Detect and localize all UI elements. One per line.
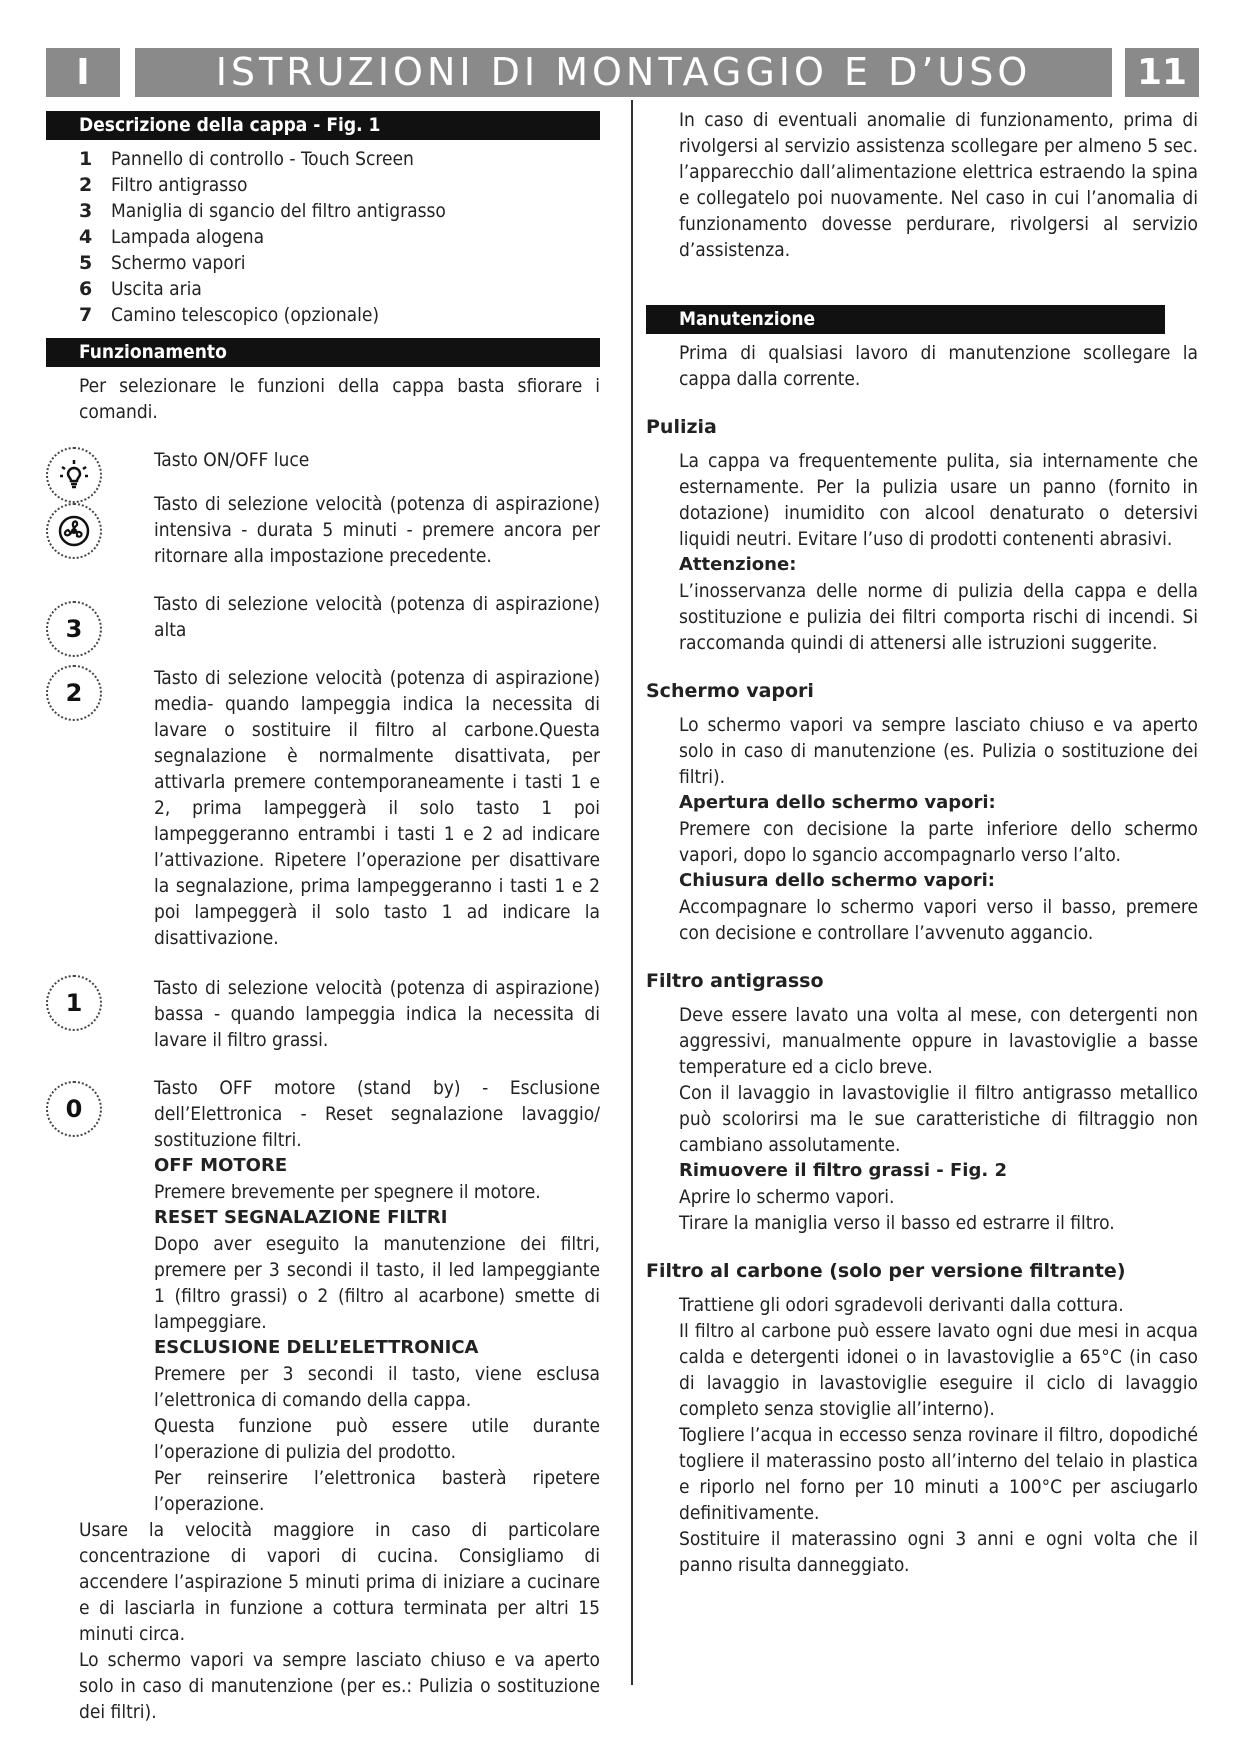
key-speed-3: 3 Tasto di selezione velocità (potenza di aspirazione) alta — [46, 591, 600, 643]
open-text: Premere con decisione la parte inferiore dello schermo vapori, dopo lo sgancio accompagnarlo verso l’alto. — [679, 818, 1198, 866]
right-column — [646, 107, 1198, 1578]
carbon-text-3: Togliere l’acqua in eccesso senza rovinare il filtro, dopodiché togliere il materassino posto all’interno del telaio in plastica e riporlo nel forno per 10 minuti a 100°C per asciugarlo definitivamente. — [679, 1424, 1198, 1524]
key-speed-2: 2 Tasto di selezione velocità (potenza di aspirazione) media- quando lampeggia indica la necessita di lavare o sostituire il filtro al carbone.Questa segnalazione è normalmente disattivata, per attivarla premere contemporaneamente i tasti 1 e 2, prima lampeggerà il solo tasto 1 poi lampeggeranno entrambi i tasti 1 e 2 ad indicare l’attivazione. Ripetere l’operazione per disattivare la segnalazione, prima lampeggeranno i tasti 1 e 2 poi lampeggerà il solo tasto 1 ad indicare la disattivazione. — [46, 665, 600, 951]
list-item: 3 Maniglia di sgancio del filtro antigrasso — [79, 200, 446, 222]
list-item: 4 Lampada alogena — [79, 226, 265, 248]
usage-paragraph-2: Lo schermo vapori va sempre lasciato chiuso e va aperto solo in caso di manutenzione (per es.: Pulizia o sostituzione dei filtri). — [79, 1649, 600, 1723]
key-intensive: Tasto di selezione velocità (potenza di aspirazione) intensiva - durata 5 minuti - premere ancora per ritornare alla impostazione precedente. — [46, 491, 600, 569]
cleaning-text: La cappa va frequentemente pulita, sia internamente che esternamente. Per la pulizia usare un panno (fornito in dotazione) inumidito con alcool denaturato o detersivi liquidi neutri. Evitare l’uso di prodotti contenenti abrasivi. — [679, 450, 1198, 550]
page-number: 11 — [1125, 48, 1199, 97]
open-title: Apertura dello schermo vapori: — [679, 792, 996, 813]
close-text: Accompagnare lo schermo vapori verso il basso, premere con decisione e controllare l’avvenuto aggancio. — [679, 896, 1198, 944]
carbon-text-4: Sostituire il materassino ogni 3 anni e ogni volta che il panno risulta danneggiato. — [679, 1528, 1198, 1576]
left-column — [46, 111, 600, 1725]
list-item: 1 Pannello di controllo - Touch Screen — [79, 148, 414, 170]
functioning-intro: Per selezionare le funzioni della cappa basta sfiorare i comandi. — [79, 375, 600, 423]
maintenance-text: Prima di qualsiasi lavoro di manutenzione scollegare la cappa dalla corrente. — [679, 342, 1198, 390]
usage-paragraph: Usare la velocità maggiore in caso di particolare concentrazione di vapori di cucina. Consigliamo di accendere l’aspirazione 5 minuti prima di iniziare a cucinare e di lasciarla in funzione a cottura terminata per altri 15 minuti circa. — [79, 1519, 600, 1645]
language-badge: I — [46, 48, 120, 97]
fan-icon — [46, 503, 102, 559]
close-title: Chiusura dello schermo vapori: — [679, 870, 995, 891]
speed-1-icon: 1 — [46, 975, 102, 1031]
page-title: ISTRUZIONI DI MONTAGGIO E D’USO — [135, 48, 1112, 97]
heading-screen: Schermo vapori — [646, 680, 814, 702]
list-item: 5 Schermo vapori — [79, 252, 246, 274]
remove-title: Rimuovere il filtro grassi - Fig. 2 — [679, 1160, 1007, 1181]
remove-text-2: Tirare la maniglia verso il basso ed estrarre il filtro. — [679, 1212, 1115, 1234]
screen-text: Lo schermo vapori va sempre lasciato chiuso e va aperto solo in caso di manutenzione (es. Pulizia o sostituzione dei filtri). — [679, 714, 1198, 788]
description-list — [46, 146, 600, 328]
key-light: Tasto ON/OFF luce — [46, 447, 600, 473]
carbon-text-1: Trattiene gli odori sgradevoli derivanti dalla cottura. — [679, 1294, 1124, 1316]
heading-carbon-filter: Filtro al carbone (solo per versione filtrante) — [646, 1260, 1126, 1282]
grease-text-1: Deve essere lavato una volta al mese, con detergenti non aggressivi, manualmente oppure in lavastoviglie a basse temperature ed a ciclo breve. — [679, 1004, 1198, 1078]
section-bar-functioning: Funzionamento — [46, 338, 600, 367]
anomaly-paragraph: In caso di eventuali anomalie di funzionamento, prima di rivolgersi al servizio assistenza scollegare per almeno 5 sec. l’apparecchio dall’alimentazione elettrica estraendo la spina e collegatelo poi nuovamente. Nel caso in cui l’anomalia di funzionamento dovesse perdurare, rivolgersi al servizio d’assistenza. — [679, 109, 1198, 261]
speed-2-icon: 2 — [46, 665, 102, 721]
list-item: 2 Filtro antigrasso — [79, 174, 248, 196]
heading-grease-filter: Filtro antigrasso — [646, 970, 824, 992]
list-item: 7 Camino telescopico (opzionale) — [79, 304, 380, 326]
key-speed-1: 1 Tasto di selezione velocità (potenza di aspirazione) bassa - quando lampeggia indica la necessita di lavare il filtro grassi. — [46, 975, 600, 1053]
speed-3-icon: 3 — [46, 601, 102, 657]
list-item: 6 Uscita aria — [79, 278, 202, 300]
attention-title: Attenzione: — [679, 554, 797, 575]
section-bar-description: Descrizione della cappa - Fig. 1 — [46, 111, 600, 140]
section-bar-maintenance: Manutenzione — [646, 305, 1165, 334]
attention-text: L’inosservanza delle norme di pulizia della cappa e della sostituzione e pulizia dei filtri comporta rischi di incendi. Si raccomanda quindi di attenersi alle istruzioni suggerite. — [679, 580, 1198, 654]
off-0-icon: 0 — [46, 1081, 102, 1137]
grease-text-2: Con il lavaggio in lavastoviglie il filtro antigrasso metallico può scolorirsi ma le sue caratteristiche di filtraggio non cambiano assolutamente. — [679, 1082, 1198, 1156]
column-divider — [631, 100, 633, 1685]
key-off: 0 Tasto OFF motore (stand by) - Esclusione dell’Elettronica - Reset segnalazione lavaggio/ sostituzione filtri. OFF MOTORE Premere brevemente per spegnere il motore. RESET SEGNALAZIONE FILTRI Dopo aver eseguito la manutenzione dei filtri, premere per 3 secondi il tasto, il led lampeggiante 1 (filtro grassi) o 2 (filtro al acarbone) smette di lampeggiare. ESCLUSIONE DELL’ELETTRONICA Premere per 3 secondi il tasto, viene esclusa l’elettronica di comando della cappa. Questa funzione può essere utile durante l’operazione di pulizia del prodotto. Per reinserire l’elettronica basterà ripetere l’operazione. — [46, 1075, 600, 1517]
remove-text-1: Aprire lo schermo vapori. — [679, 1186, 895, 1208]
carbon-text-2: Il filtro al carbone può essere lavato ogni due mesi in acqua calda e detergenti idonei o in lavastoviglie a 65°C (in caso di lavaggio in lavastoviglie eseguire il ciclo di lavaggio completo senza stoviglie all’interno). — [679, 1320, 1198, 1420]
heading-cleaning: Pulizia — [646, 416, 717, 438]
